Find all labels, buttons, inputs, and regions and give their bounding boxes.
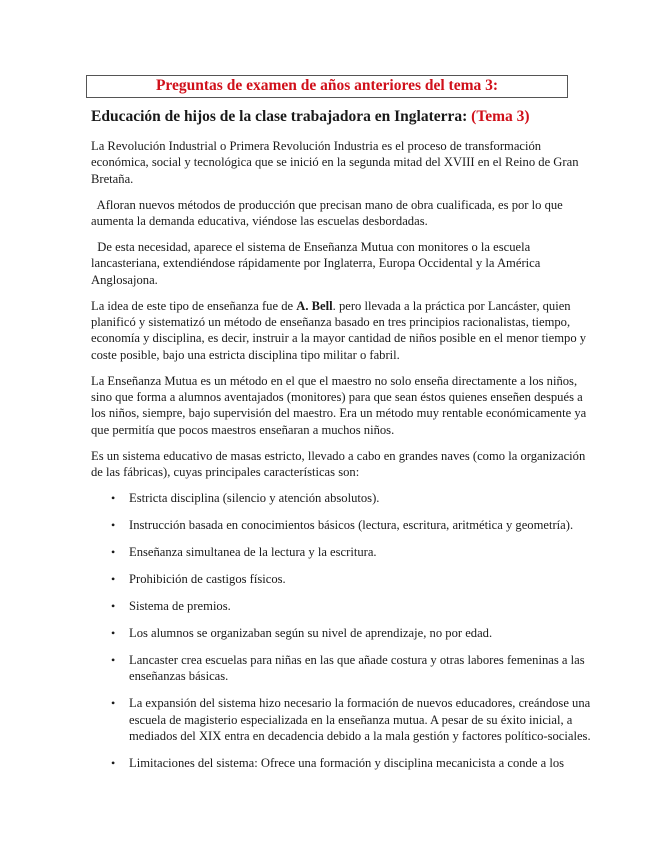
paragraph bbox=[91, 138, 579, 187]
text-line: La Revolución Industrial o Primera Revolución Industria es el proceso de transformación bbox=[91, 139, 542, 153]
bullet-icon: • bbox=[111, 653, 116, 668]
text-line: Enseñanza simultanea de la lectura y la escritura. bbox=[129, 545, 377, 560]
bullet-icon: • bbox=[111, 545, 116, 560]
text-fragment: La idea de este tipo de enseñanza fue de bbox=[91, 298, 297, 313]
heading-text: Educación de hijos de la clase trabajadora en Inglaterra: bbox=[91, 108, 472, 125]
text-line: economía y disciplina, es decir, instruir a la mayor cantidad de niños posible en el menor tiempo y bbox=[91, 331, 587, 346]
text-line: Es un sistema educativo de masas estricto, llevado a cabo en grandes naves (como la organización bbox=[91, 448, 586, 463]
list-item bbox=[91, 517, 574, 533]
text-fragment: . pero llevada a la práctica por Lancáster, quien bbox=[332, 298, 571, 313]
characteristics-list bbox=[91, 490, 591, 771]
text-line: La expansión del sistema hizo necesario la formación de nuevos educadores, creándose una bbox=[129, 696, 591, 711]
bullet-icon: • bbox=[111, 572, 116, 587]
text-line: coste posible, bajo una estricta disciplina tipo militar o fabril. bbox=[91, 347, 400, 362]
section-title-box bbox=[86, 75, 568, 98]
text-line: La Enseñanza Mutua es un método en el que el maestro no solo enseña directamente a los niños, bbox=[91, 373, 578, 388]
text-line: Estricta disciplina (silencio y atención absolutos). bbox=[129, 491, 380, 506]
text-line: Afloran nuevos métodos de producción que precisan mano de obra cualificada, es por lo que bbox=[91, 197, 563, 212]
text-line: aumenta la demanda educativa, viéndose las escuelas desbordadas. bbox=[91, 213, 428, 228]
text-line: escuela de magisterio especializada en la enseñanza mutua. A pesar de su éxito inicial, a bbox=[129, 712, 573, 727]
paragraph bbox=[91, 373, 587, 438]
list-item bbox=[91, 695, 591, 744]
text-line: económica, social y tecnológica que se inició en la segunda mitad del XVIII en el Reino de Gran bbox=[91, 155, 579, 170]
text-line: sino que forma a alumnos aventajados (monitores) para que sean éstos quienes enseñen después a bbox=[91, 390, 583, 405]
text-line: Lancaster crea escuelas para niñas en las que añade costura y otras labores femeninas a las bbox=[129, 653, 585, 668]
document-body bbox=[91, 138, 591, 782]
paragraph bbox=[91, 239, 571, 288]
list-item bbox=[91, 571, 571, 587]
bullet-icon: • bbox=[111, 626, 116, 641]
text-line: que permitía que pocos maestros enseñaran a muchos niños. bbox=[91, 422, 395, 437]
paragraph bbox=[91, 197, 571, 230]
paragraph bbox=[91, 448, 586, 481]
text-line: Prohibición de castigos físicos. bbox=[129, 572, 286, 587]
text-line: Bretaña. bbox=[91, 171, 134, 186]
section-title: Preguntas de examen de años anteriores del tema 3: bbox=[155, 77, 499, 94]
paragraph-bell bbox=[91, 298, 587, 363]
heading-tag: (Tema 3) bbox=[471, 108, 530, 125]
bullet-icon: • bbox=[111, 518, 116, 533]
bullet-icon: • bbox=[111, 491, 116, 506]
text-line bbox=[91, 298, 571, 314]
text-line: De esta necesidad, aparece el sistema de Enseñanza Mutua con monitores o la escuela bbox=[91, 240, 531, 255]
bullet-icon: • bbox=[111, 755, 116, 770]
text-line: mediados del XIX entra en decadencia debido a la mala gestión y factores político-sociales. bbox=[129, 728, 591, 743]
text-line: Sistema de premios. bbox=[129, 599, 231, 614]
list-item bbox=[91, 544, 571, 560]
list-item bbox=[91, 755, 571, 771]
list-item bbox=[91, 652, 585, 685]
text-line: Anglosajona. bbox=[91, 272, 158, 287]
text-line: Instrucción basada en conocimientos básicos (lectura, escritura, aritmética y geometría). bbox=[129, 518, 574, 533]
text-line: Los alumnos se organizaban según su nivel de aprendizaje, no por edad. bbox=[129, 626, 493, 641]
text-line: lancasteriana, extendiéndose rápidamente por Inglaterra, Europa Occidental y la América bbox=[91, 256, 541, 271]
list-item bbox=[91, 598, 571, 614]
text-line: los niños, siempre, bajo supervisión del maestro. Era un método muy rentable económicamente ya bbox=[91, 406, 587, 421]
text-line: Limitaciones del sistema: Ofrece una formación y disciplina mecanicista a conde a los bbox=[129, 755, 565, 770]
bold-name: A. Bell bbox=[296, 298, 333, 313]
text-line: planificó y sistematizó un método de enseñanza basado en tres principios racionalistas, tiempo, bbox=[91, 315, 571, 330]
list-item bbox=[91, 490, 571, 506]
list-item bbox=[91, 625, 571, 641]
bullet-icon: • bbox=[111, 599, 116, 614]
text-line: de las fábricas), cuyas principales características son: bbox=[91, 465, 360, 480]
document-heading bbox=[91, 108, 530, 126]
bullet-icon: • bbox=[111, 696, 116, 711]
text-line: enseñanzas básicas. bbox=[129, 669, 229, 684]
